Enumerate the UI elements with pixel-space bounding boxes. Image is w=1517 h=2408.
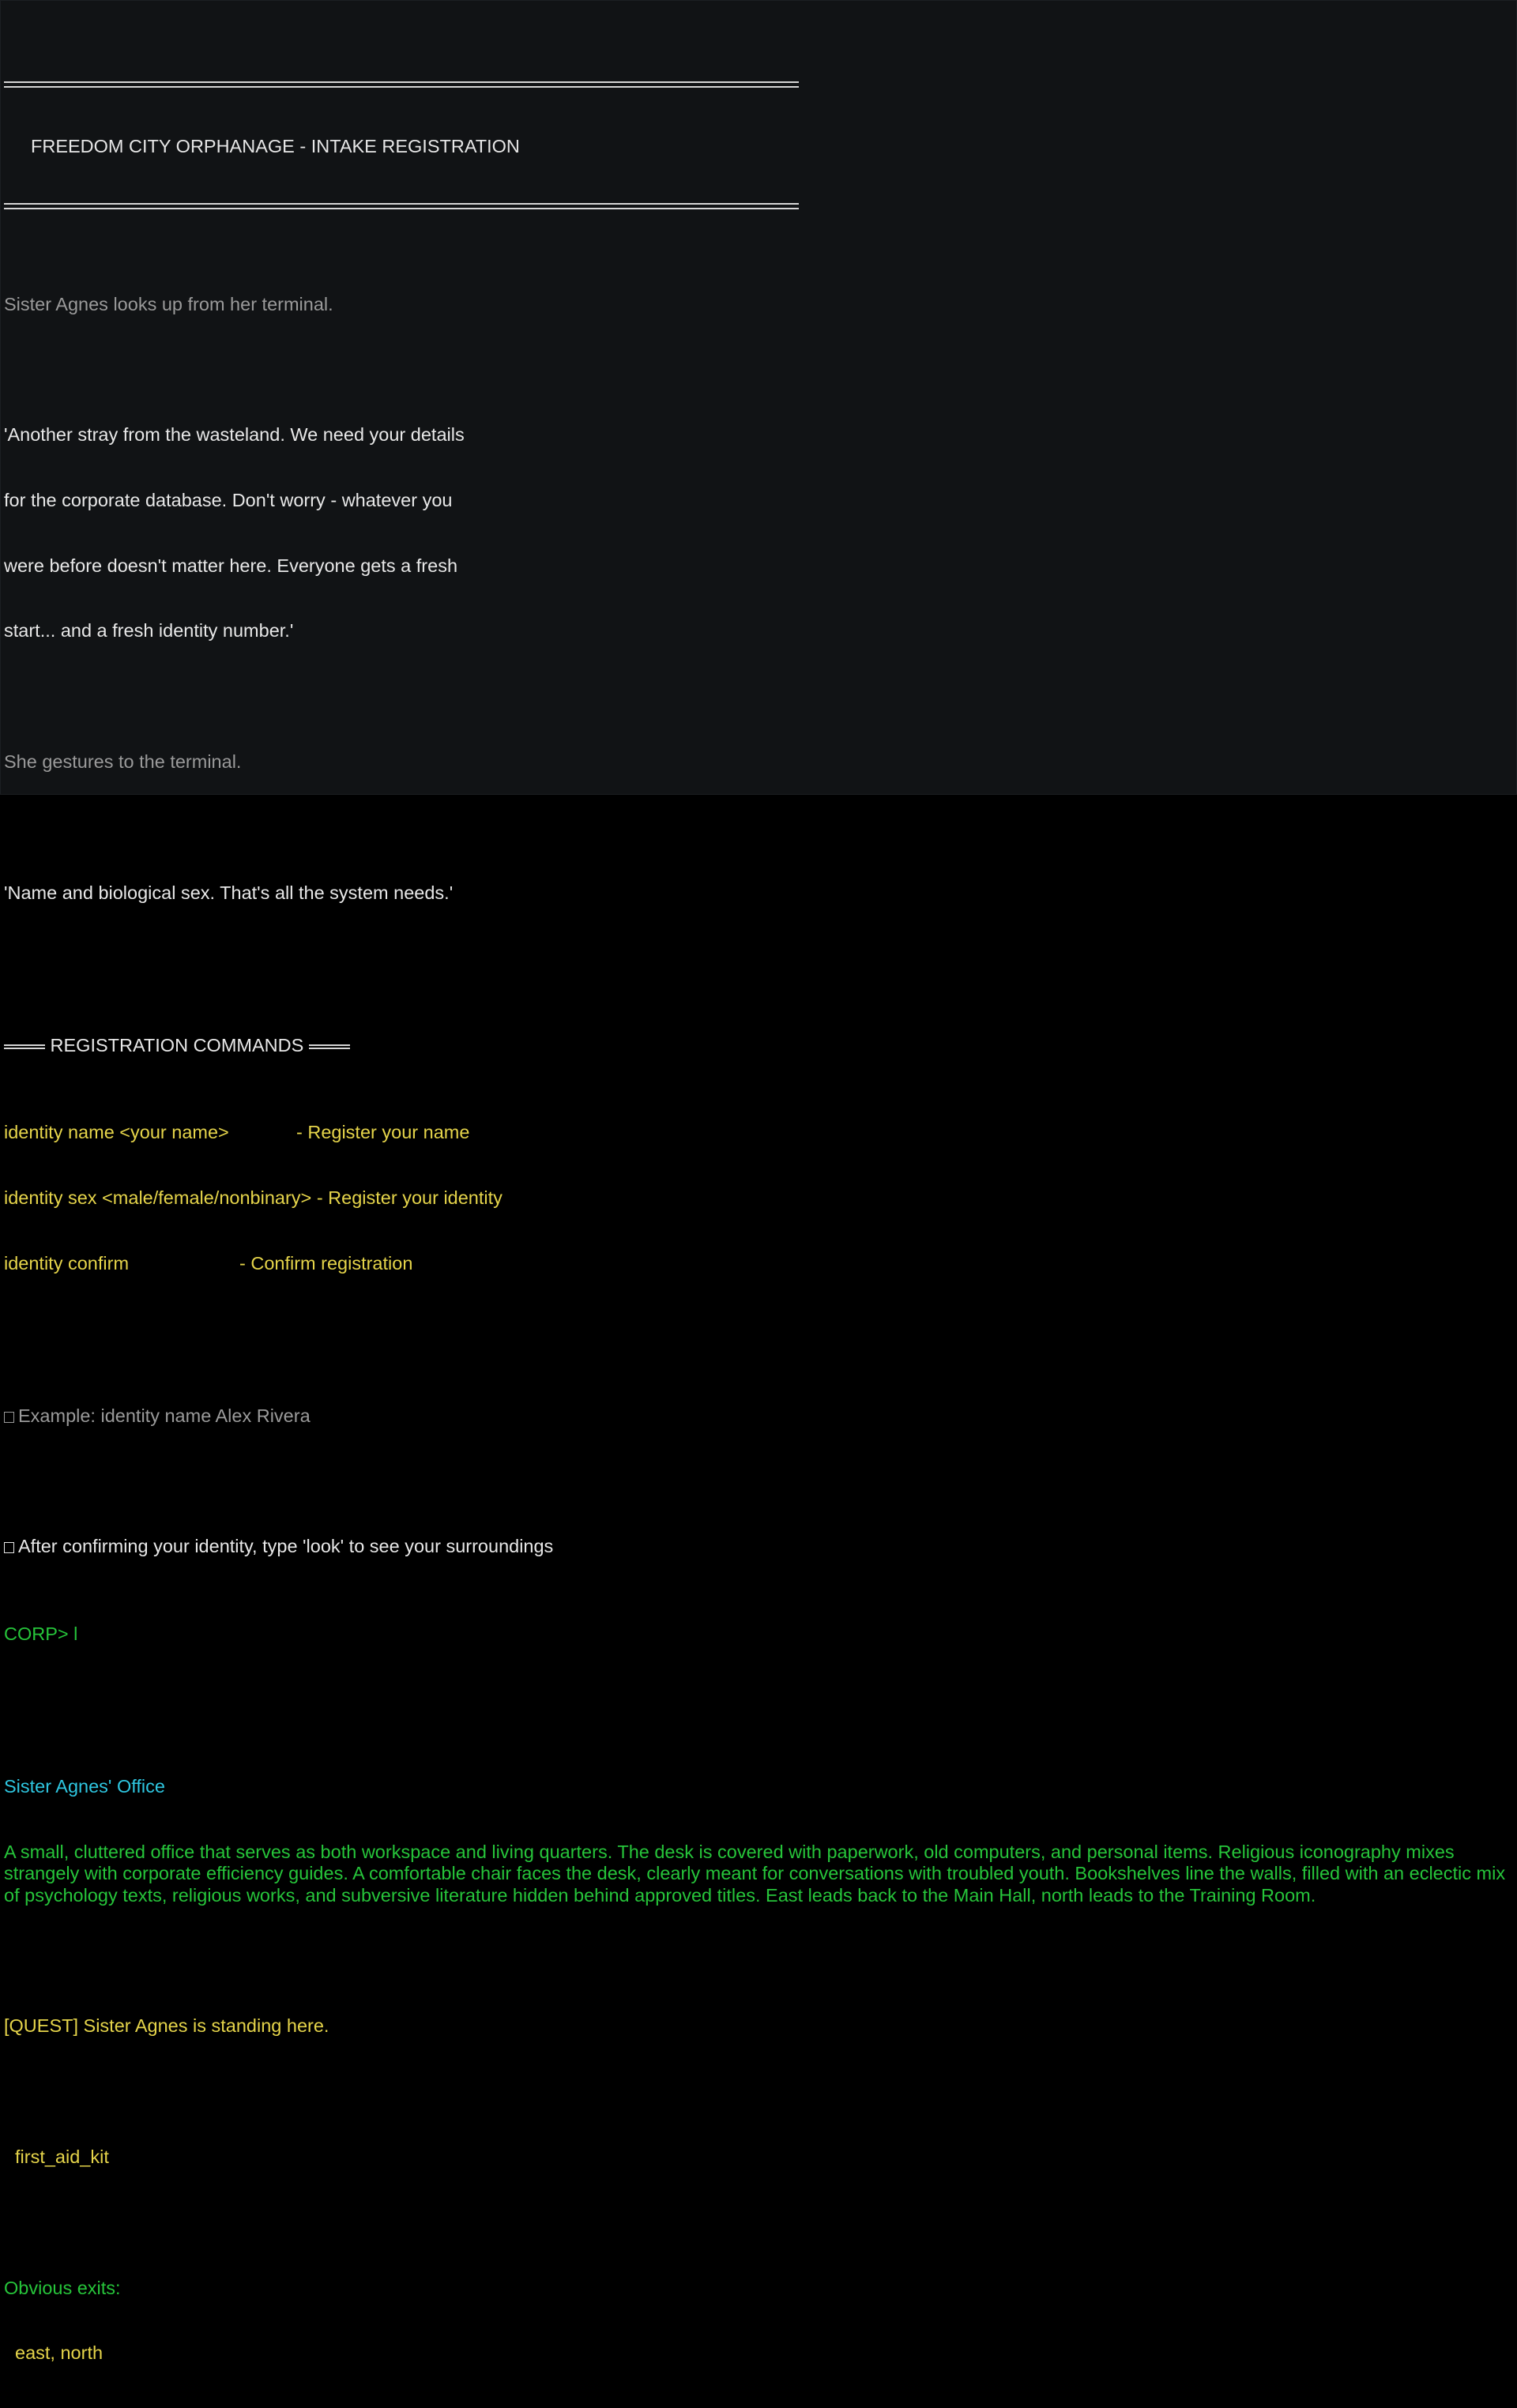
header-rule-top	[4, 81, 799, 88]
command-syntax: identity confirm	[4, 1252, 130, 1274]
command-row	[4, 1187, 1516, 1210]
npc-line[interactable]: [QUEST] Sister Agnes is standing here.	[4, 2015, 329, 2037]
hint-line	[4, 1536, 1516, 1558]
speech-line: for the corporate database. Don't worry - whatever you	[4, 489, 453, 510]
heading-rule-left	[4, 1044, 45, 1049]
heading-rule-right	[309, 1044, 350, 1049]
speech-line: were before doesn't matter here. Everyone gets a fresh	[4, 555, 458, 576]
command-row	[4, 1122, 1516, 1144]
example-text: Example: identity name Alex Rivera	[18, 1405, 311, 1426]
narration-line: She gestures to the terminal.	[4, 751, 242, 772]
command-description: - Register your name	[296, 1122, 470, 1143]
page-title: FREEDOM CITY ORPHANAGE - INTAKE REGISTRATION	[31, 135, 520, 156]
exits-list[interactable]: east, north	[15, 2342, 104, 2364]
room-name: Sister Agnes' Office	[4, 1775, 165, 1797]
speech-line: start... and a fresh identity number.'	[4, 620, 294, 642]
commands-heading-label: REGISTRATION COMMANDS	[50, 1034, 304, 1055]
command-prompt[interactable]: CORP> l	[4, 1623, 78, 1644]
lightbulb-icon	[4, 1412, 14, 1423]
speech-line: 'Name and biological sex. That's all the system needs.'	[4, 882, 454, 903]
room-item[interactable]: first_aid_kit	[15, 2147, 109, 2167]
command-syntax: identity name <your name>	[4, 1122, 229, 1143]
narration-line: Sister Agnes looks up from her terminal.	[4, 293, 333, 314]
command-row	[4, 1253, 1516, 1275]
commands-heading	[4, 1035, 1516, 1057]
command-description: - Register your identity	[316, 1187, 503, 1208]
info-icon	[4, 1542, 14, 1553]
command-syntax: identity sex <male/female/nonbinary>	[4, 1187, 312, 1208]
header-rule-bottom	[4, 203, 799, 209]
hint-text: After confirming your identity, type 'look' to see your surroundings	[18, 1536, 554, 1557]
exits-label: Obvious exits:	[4, 2277, 121, 2298]
speech-line: 'Another stray from the wasteland. We need your details	[4, 424, 465, 446]
room-description: A small, cluttered office that serves as both workspace and living quarters. The desk is covered with paperwork, old computers, and personal items. Religious iconography mixes strangely with corporate efficiency guides. A comfortable chair faces the desk, clearly meant for conversations with troubled youth. Bookshelves line the walls, filled with an eclectic mix of psychology texts, religious works, and subversive literature hidden behind approved titles. East leads back to the Main Hall, north leads to the Training Room.	[4, 1841, 1506, 1906]
terminal-output	[1, 1, 1516, 2408]
command-description: - Confirm registration	[239, 1252, 413, 1274]
example-line	[4, 1405, 1516, 1428]
